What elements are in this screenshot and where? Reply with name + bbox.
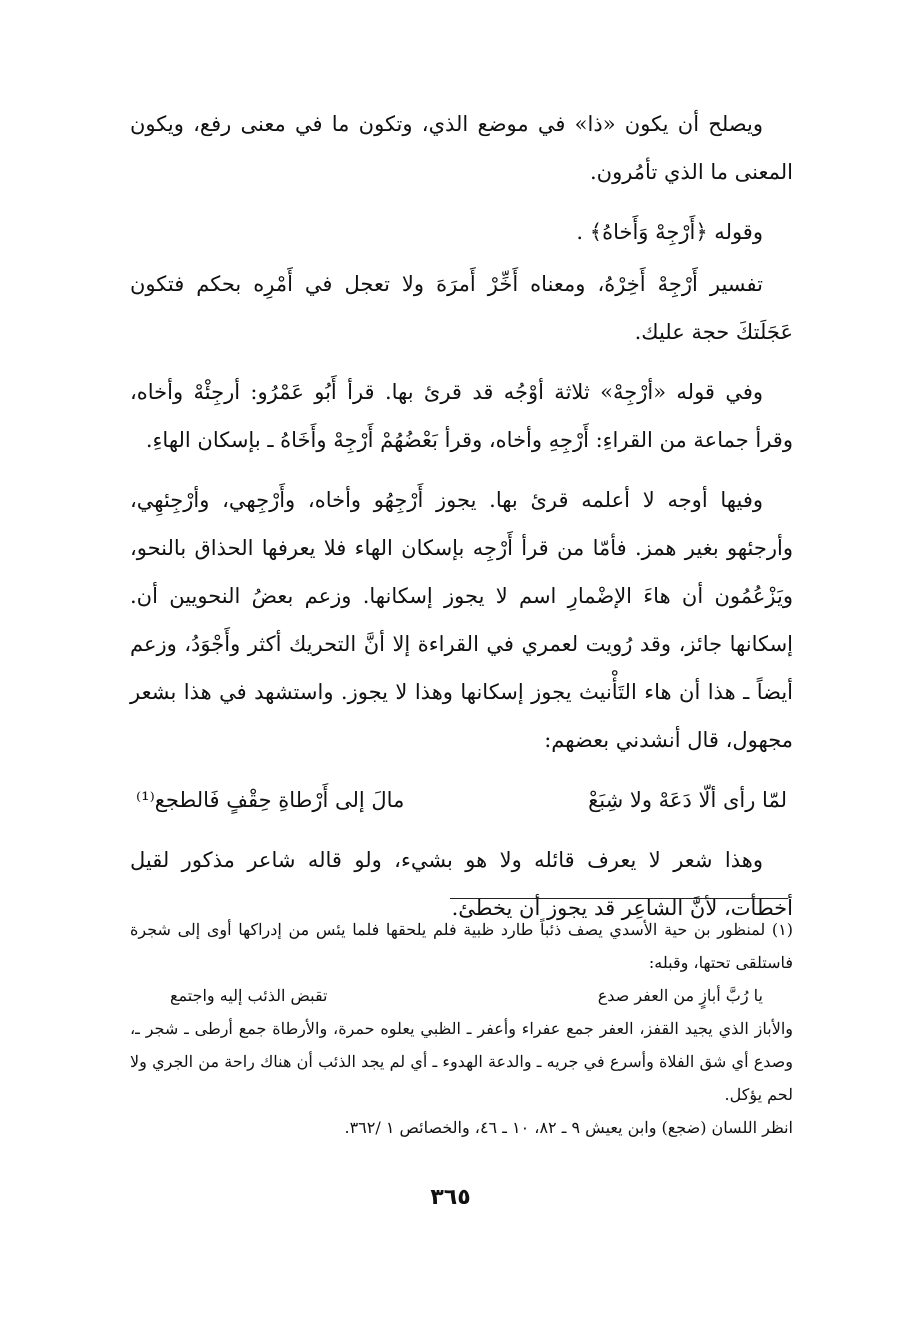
page-number: ٣٦٥ xyxy=(430,1185,471,1210)
verse-hemistich-first: لمّا رأى ألّا دَعَهْ ولا شِبَعْ xyxy=(588,788,787,812)
footnote-divider xyxy=(450,898,788,899)
footnote-1-intro: (١) لمنظور بن حية الأسدي يصف ذئباً طارد ظبية فلم يلحقها فلما يئس من إدراكها أوى إلى شجرة فاستلقى تحتها، وقبله: xyxy=(130,920,794,972)
footnote-verse-first: يا رُبَّ أبازٍ من العفر صدع xyxy=(597,986,763,1005)
footnote-1-references: انظر اللسان (ضجع) وابن يعيش ٩ ـ ٨٢، ١٠ ـ ٤٦، والخصائص ١ /٣٦٢. xyxy=(344,1118,793,1137)
paragraph-closing: وهذا شعر لا يعرف قائله ولا هو بشيء، ولو قاله شاعر مذكور لقيل أخطأت، لأنَّ الشاعِر قد يجوز أن يخطئ. xyxy=(130,848,793,920)
footnote-verse-second: تقبض الذئب إليه واجتمع xyxy=(170,986,328,1005)
footnote-1-glossary: والأباز الذي يجيد القفز، العفر جمع عفراء وأعفر ـ الظبي يعلوه حمرة، والأرطاة جمع أرطى ـ شجر ـ، وصدع أي شق الفلاة وأسرع في جريه ـ والدعة الهدوء ـ أي لم يجد الذئب أن هناك راحة من الجري ولا لحم يؤكل. xyxy=(130,1019,793,1104)
poetry-verse xyxy=(130,776,793,824)
paragraph-4: وفي قوله «أرْجِهْ» ثلاثة أوْجُه قد قرئ بها. قرأ أَبُو عَمْرُو: أرجِئْهْ وأخاه، وقرأ جماعة من القراءِ: أَرْجِهِ وأخاه، وقرأ بَعْضُهُمْ أَرْجِهْ وأَخَاهُ ـ بإسكان الهاءِ. xyxy=(130,380,793,452)
paragraph-5: وفيها أوجه لا أعلمه قرئ بها. يجوز أَرْجِهُو وأخاه، وأَرْجِهي، وأرْجِئهِي، وأرجئهو بغير همز. فأمّا من قرأ أَرْجِه بإسكان الهاء فلا يعرفها الحذاق بالنحو، ويَزْعُمُون أن هاءَ الإضْمارِ اسم لا يجوز إسكانها. وزعم بعضُ النحويين أن. إسكانها جائز، وقد رُويت لعمري في القراءة إلا أنَّ التحريك أكثر وأَجْوَدُ، وزعم أيضاً ـ هذا أن هاء التَأْنيث يجوز إسكانها وهذا لا يجوز. واستشهد في هذا بشعر مجهول، قال أنشدني بعضهم: xyxy=(130,488,793,752)
main-text-body xyxy=(130,100,793,944)
footnotes-block xyxy=(130,913,793,1144)
paragraph-3: تفسير أَرْجِهْ أَخِرْهُ، ومعناه أَخِّرْ أَمرَهَ ولا تعجل في أَمْرِه بحكم فتكون عَجَلَتكَ حجة عليك. xyxy=(130,272,793,344)
paragraph-2-quote: وقوله ﴿أَرْجِهْ وَأَخاهُ﴾ . xyxy=(576,220,763,244)
footnote-verse xyxy=(130,979,793,1012)
verse-hemistich-second: مالَ إلى أَرْطاةِ حِقْفٍ فَالطجع⁽¹⁾ xyxy=(136,788,405,812)
paragraph-1: ويصلح أن يكون «ذا» في موضع الذي، وتكون ما في معنى رفع، ويكون المعنى ما الذي تأمُرون. xyxy=(130,112,793,184)
